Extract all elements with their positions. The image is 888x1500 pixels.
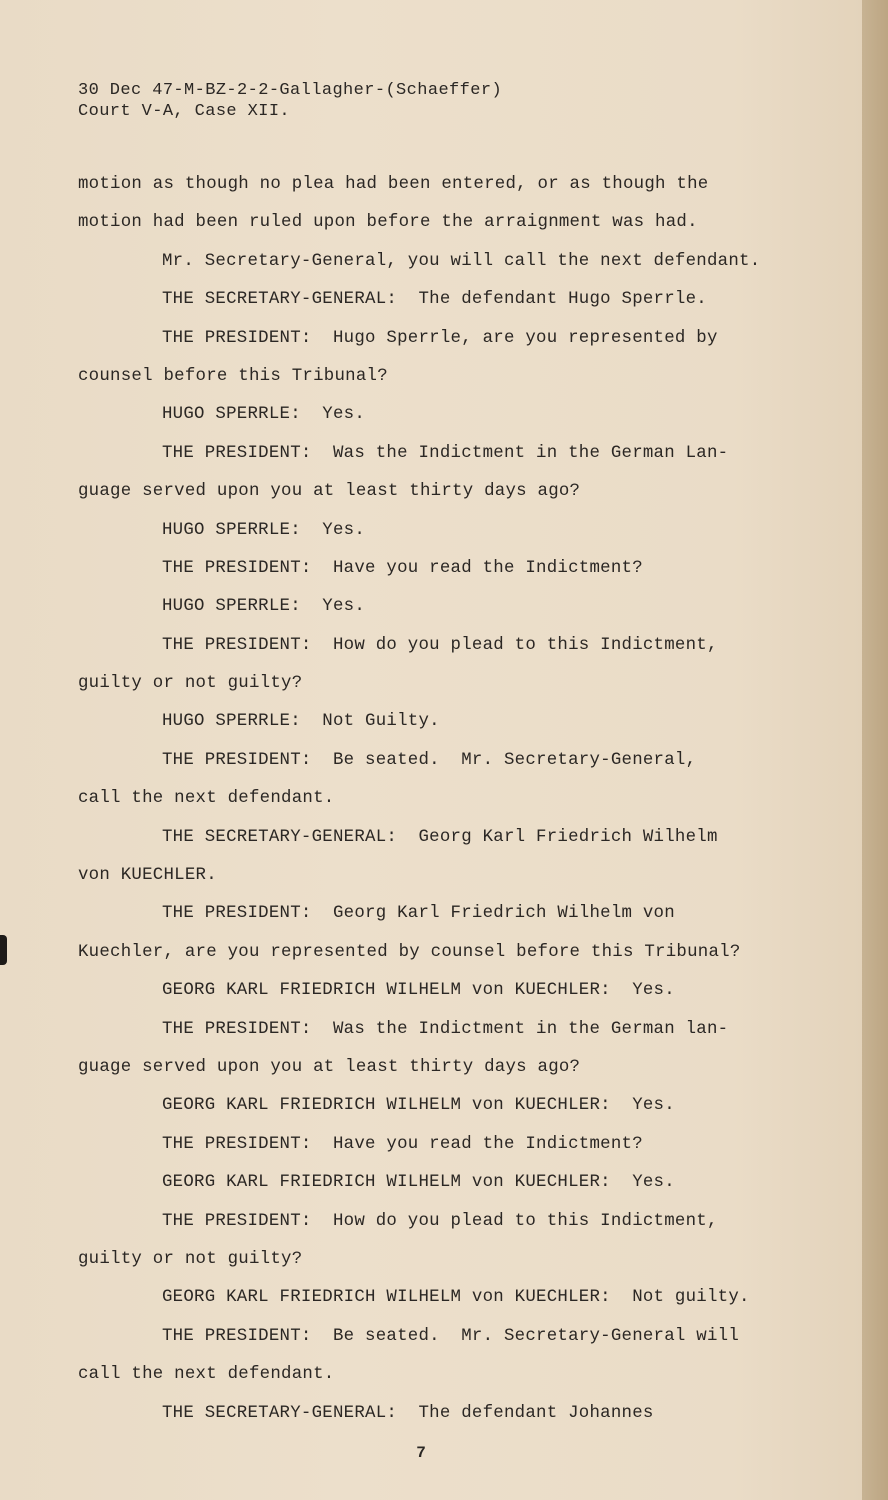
transcript-line: THE PRESIDENT: Have you read the Indictment?: [162, 1134, 643, 1154]
transcript-line: Kuechler, are you represented by counsel before this Tribunal?: [78, 942, 741, 962]
header-reference-line: 30 Dec 47-M-BZ-2-2-Gallagher-(Schaeffer): [78, 81, 503, 100]
transcript-line: THE PRESIDENT: How do you plead to this Indictment,: [162, 635, 718, 655]
transcript-line: Mr. Secretary-General, you will call the next defendant.: [162, 251, 761, 271]
transcript-line: motion as though no plea had been entered, or as though the: [78, 175, 709, 194]
transcript-body: [78, 172, 838, 1439]
transcript-line: HUGO SPERRLE: Yes.: [162, 405, 366, 425]
transcript-line: HUGO SPERRLE: Not Guilty.: [162, 712, 440, 732]
transcript-line: THE PRESIDENT: Be seated. Mr. Secretary-General,: [162, 750, 697, 770]
transcript-line: THE PRESIDENT: Was the Indictment in the German lan-: [162, 1019, 729, 1039]
transcript-line: THE SECRETARY-GENERAL: Georg Karl Friedrich Wilhelm: [162, 827, 718, 847]
transcript-line: motion had been ruled upon before the arraignment was had.: [78, 213, 698, 233]
page-number: 7: [416, 1444, 426, 1462]
transcript-line: guage served upon you at least thirty days ago?: [78, 482, 581, 502]
page-edge-shadow: [862, 0, 888, 1500]
transcript-line: HUGO SPERRLE: Yes.: [162, 520, 366, 540]
transcript-line: THE SECRETARY-GENERAL: The defendant Hugo Sperrle.: [162, 290, 707, 310]
transcript-line: THE PRESIDENT: How do you plead to this Indictment,: [162, 1211, 718, 1231]
transcript-line: THE PRESIDENT: Have you read the Indictment?: [162, 558, 643, 578]
transcript-line: THE PRESIDENT: Hugo Sperrle, are you represented by: [162, 328, 718, 348]
transcript-line: guilty or not guilty?: [78, 1249, 303, 1269]
transcript-line: GEORG KARL FRIEDRICH WILHELM von KUECHLER: Yes.: [162, 1173, 675, 1193]
document-header: [78, 80, 502, 122]
transcript-line: THE PRESIDENT: Was the Indictment in the German Lan-: [162, 443, 729, 463]
transcript-line: THE PRESIDENT: Georg Karl Friedrich Wilhelm von: [162, 904, 675, 924]
transcript-line: guage served upon you at least thirty days ago?: [78, 1057, 581, 1077]
transcript-line: GEORG KARL FRIEDRICH WILHELM von KUECHLER: Yes.: [162, 981, 675, 1001]
header-court-line: Court V-A, Case XII.: [78, 102, 291, 121]
binding-hole-mark: [0, 935, 7, 965]
transcript-line: GEORG KARL FRIEDRICH WILHELM von KUECHLER: Yes.: [162, 1096, 675, 1116]
transcript-line: von KUECHLER.: [78, 866, 217, 886]
transcript-line: call the next defendant.: [78, 789, 335, 809]
transcript-line: guilty or not guilty?: [78, 674, 303, 694]
transcript-line: HUGO SPERRLE: Yes.: [162, 597, 366, 617]
transcript-line: THE PRESIDENT: Be seated. Mr. Secretary-General will: [162, 1326, 740, 1346]
transcript-line: GEORG KARL FRIEDRICH WILHELM von KUECHLER: Not guilty.: [162, 1288, 750, 1308]
transcript-line: THE SECRETARY-GENERAL: The defendant Johannes: [162, 1403, 654, 1423]
transcript-line: call the next defendant.: [78, 1365, 335, 1385]
transcript-line: counsel before this Tribunal?: [78, 366, 388, 386]
